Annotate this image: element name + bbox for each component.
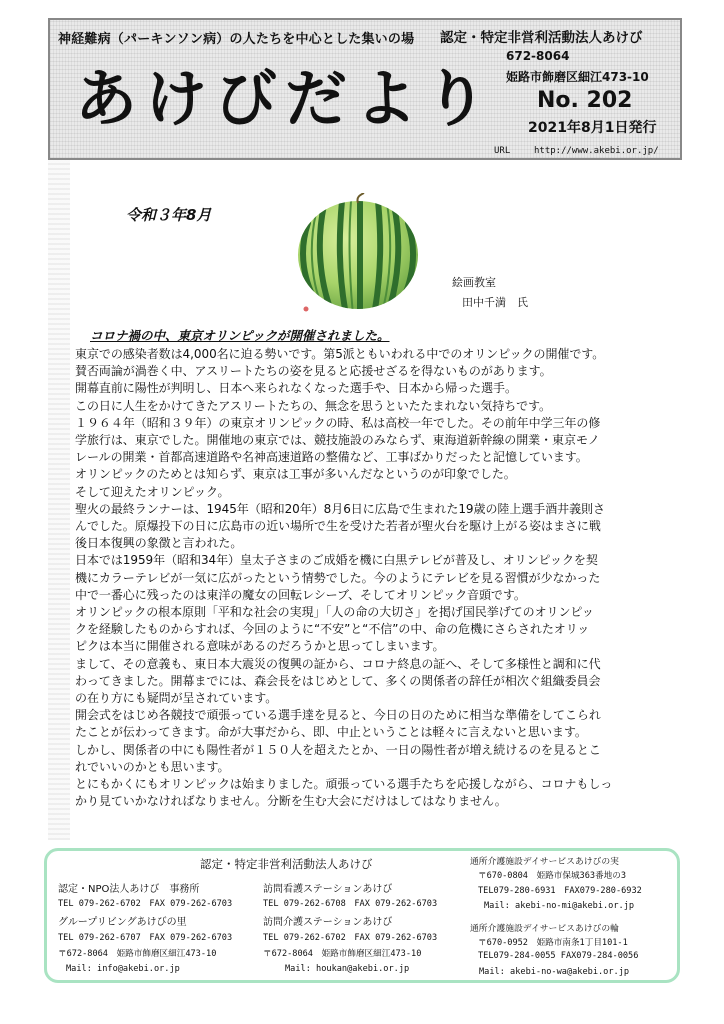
footer-title: 認定・特定非営利活動法人あけび [200,857,373,871]
office-tel: TEL 079-262-6702 FAX 079-262-6703 [58,899,233,909]
nursing-station-name: 訪問看護ステーションあけび [263,884,393,895]
article-line: 開会式をはじめ各競技で頑張っている選手達を見ると、今日の日のために相当な準備をしてこられ [75,708,601,723]
article-line: の在り方にも疑問が呈されています。 [75,691,278,706]
article-body [75,346,675,810]
side-texture [48,160,70,840]
website-link[interactable]: http://www.akebi.or.jp/ [534,146,659,156]
article-line: オリンピックの根本原則「平和な社会の実現」「人の命の大切さ」を掲げ国民挙げてのオリンピッ [75,605,594,620]
postal-code: 672-8064 [506,49,570,63]
dayservice-mi-mail[interactable]: Mail: akebi-no-mi@akebi.or.jp [484,901,635,911]
dayservice-mi-name: 通所介護施設デイサービスあけびの実 [470,857,619,867]
org-name: 認定・特定非営利活動法人あけび [440,30,643,46]
office-mail[interactable]: Mail: info@akebi.or.jp [66,964,180,974]
article-line: レールの開業・首都高速道路や名神高速道路の整備など、工事ばかりだったと記憶しています。 [75,450,588,465]
nursing-station-tel: TEL 079-262-6708 FAX 079-262-6703 [263,899,438,909]
article-line: 日本では1959年（昭和34年）皇太子さまのご成婚を機に白黒テレビが普及し、オリンピックを契 [75,553,598,568]
art-class-label: 絵画教室 [452,276,496,289]
article-line: れでいいのかとも思います。 [75,759,230,774]
issue-date: 2021年8月1日発行 [528,120,657,136]
url-label: URL [494,146,511,156]
article-line: まして、その意義も、東日本大震災の復興の証から、コロナ終息の証へ、そして多様性と調和に代 [75,656,601,671]
dayservice-wa-tel: TEL079-284-0055 FAX079-284-0056 [478,951,639,961]
care-station-name: 訪問介護ステーションあけび [263,917,393,928]
article-line: 聖火の最終ランナーは、1945年（昭和20年）8月6日に広島で生まれた19歳の陸上選手酒井義則さ [75,501,605,516]
article-line: この日に人生をかけてきたアスリートたちの、無念を思うといたたまれない気持ちです。 [75,398,551,413]
artist-name: 田中千満 氏 [462,296,528,309]
article-line: 学旅行は、東京でした。開催地の東京では、競技施設のみならず、東海道新幹線の開業・東京モノ [75,433,600,448]
article-line: クを経験したものからすれば、今回のように“不安”と“不信”の中、命の危機にさらされたオリッ [75,622,590,637]
article-line: 後日本復興の象徴と言われた。 [75,536,243,551]
group-living-name: グループリビングあけびの里 [58,917,187,928]
dayservice-wa-name: 通所介護施設デイサービスあけびの輪 [470,924,619,934]
header-tagline: 神経難病（パーキンソン病）の人たちを中心とした集いの場 [58,32,415,47]
dayservice-wa-address: 〒670-0952 姫路市南条1丁目101-1 [478,938,628,948]
group-living-tel: TEL 079-262-6707 FAX 079-262-6703 [58,933,233,943]
date-label: 令和３年8月 [126,206,212,224]
article-line: ピクは本当に開催される意味があるのだろうかと思ってしまいます。 [75,639,445,654]
watermelon-painting [290,193,430,315]
article-line: そして迎えたオリンピック。 [75,484,230,499]
newsletter-title: あけびだより [75,62,496,135]
office-name: 認定・NPO法人あけび 事務所 [58,884,200,895]
care-station-tel: TEL 079-262-6702 FAX 079-262-6703 [263,933,438,943]
article-line: 開幕直前に陽性が判明し、日本へ来られなくなった選手や、日本から帰った選手。 [75,381,517,396]
article-headline: コロナ禍の中、東京オリンピックが開催されました。 [90,328,390,343]
article-line: 機にカラーテレビが一気に広がったという情勢でした。今のようにテレビを見る習慣が少なかった [75,570,601,585]
article-line: 中で一番心に残ったのは東洋の魔女の回転レシーブ、そしてオリンピック音頭です。 [75,587,526,602]
article-line: んでした。原爆投下の日に広島市の近い場所で生を受けた若者が聖火台を駆け上がる姿はまさに戦 [75,519,601,534]
article-line: １９６４年（昭和３９年）の東京オリンピックの時、私は高校一年でした。その前年中学三年の修 [75,415,601,430]
article-line: わってきました。開幕までには、森会長をはじめとして、多くの関係者の辞任が相次ぐ組織委員会 [75,673,601,688]
dayservice-wa-mail[interactable]: Mail: akebi-no-wa@akebi.or.jp [479,967,630,977]
article-line: オリンピックのためとは知らず、東京は工事が多いんだなというのが印象でした。 [75,467,516,482]
article-line: しかし、関係者の中にも陽性者が１５０人を超えたとか、一日の陽性者が増え続けるのを見るとこ [75,742,601,757]
article-line: 東京での感染者数は4,000名に迫る勢いです。第5派ともいわれる中でのオリンピックの開催です。 [75,347,605,361]
dayservice-mi-address: 〒670-0804 姫路市保城363番地の3 [478,871,627,881]
article-line: たことが伝わってきます。命が大事だから、即、中止ということは軽々に言えないと思います。 [75,725,587,740]
article-line: 賛否両論が渦巻く中、アスリートたちの姿を見ると応援せざるを得ないものがあります。 [75,364,552,379]
issue-number: No. 202 [537,88,633,113]
article-line: とにもかくにもオリンピックは始まりました。頑張っている選手たちを応援しながら、コロナもしっ [75,777,613,792]
org-address: 姫路市飾磨区細江473-10 [506,70,649,84]
article-line: かり見ていかなければなりません。分断を生む大会にだけはしてはなりません。 [75,794,507,809]
group-living-address: 〒672-8064 姫路市飾磨区細江473-10 [58,949,217,959]
care-station-address: 〒672-8064 姫路市飾磨区細江473-10 [263,949,422,959]
houkan-mail[interactable]: Mail: houkan@akebi.or.jp [285,964,410,974]
dayservice-mi-tel: TEL079-280-6931 FAX079-280-6932 [478,886,642,896]
